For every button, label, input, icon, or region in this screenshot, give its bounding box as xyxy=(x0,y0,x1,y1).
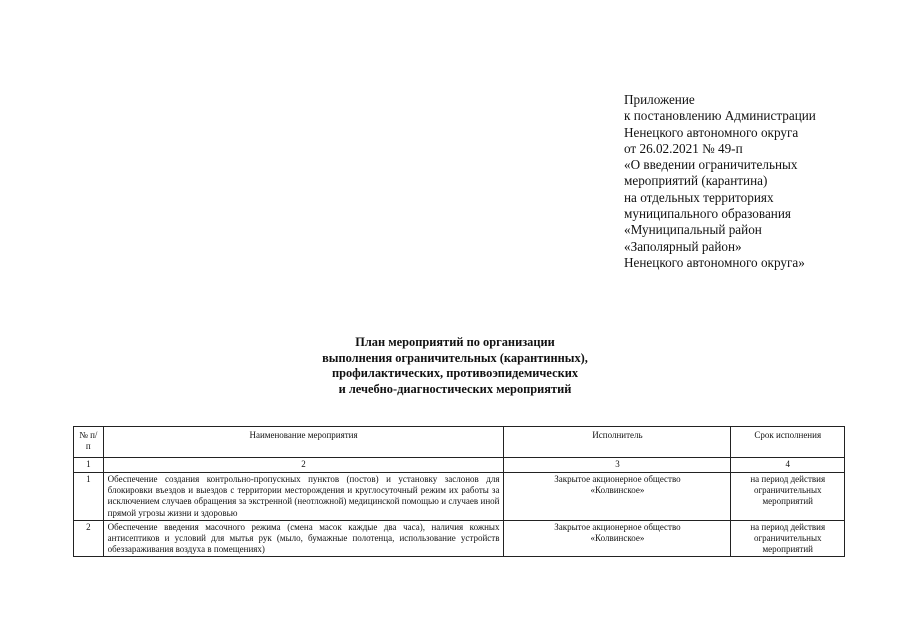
table-row xyxy=(74,520,845,557)
term-line: на период действия xyxy=(750,474,826,484)
term-line: мероприятий xyxy=(762,496,813,507)
executor-line: «Колвинское» xyxy=(590,533,645,544)
executor-line: Закрытое акционерное общество xyxy=(554,474,681,484)
measures-table xyxy=(73,426,845,557)
row-measure-name: Обеспечение создания контрольно-пропускных пунктов (постов) и установку заслонов для блокировки въездов и выездов с территории месторождения и круглосуточный режим их работы за исключением случаев обращения за экстренной (неотложной) медицинской помощью и случаев иной прямой угрозы жизни и здоровью xyxy=(103,473,504,521)
annex-line: на отдельных территориях xyxy=(624,189,774,205)
column-number: 4 xyxy=(731,458,845,473)
header-num: № п/п xyxy=(74,427,104,458)
term-line: на период действия xyxy=(750,521,826,532)
row-measure-name: Обеспечение введения масочного режима (смена масок каждые два часа), наличия кожных антисептиков и условий для мытья рук (мыло, бумажные полотенца, использование устройств обеззараживания воздуха в помещениях) xyxy=(103,520,504,557)
annex-line: «Муниципальный район xyxy=(624,222,762,238)
annex-line: «Заполярный район» xyxy=(624,238,742,254)
column-number: 2 xyxy=(103,458,504,473)
row-executor xyxy=(504,473,731,521)
annex-line: Приложение xyxy=(624,92,695,107)
column-number: 1 xyxy=(74,458,104,473)
plan-title-line: План мероприятий по организации xyxy=(355,335,555,349)
plan-title-line: и лечебно-диагностических мероприятий xyxy=(338,381,572,396)
annex-line: «О введении ограничительных xyxy=(624,157,798,173)
term-line: ограничительных xyxy=(753,485,822,496)
executor-line: Закрытое акционерное общество xyxy=(554,521,681,532)
plan-title xyxy=(250,335,660,397)
plan-title-line: выполнения ограничительных (карантинных), xyxy=(322,350,588,365)
annex-line: от 26.02.2021 № 49-п xyxy=(624,140,743,156)
row-term xyxy=(731,473,845,521)
row-term xyxy=(731,520,845,557)
header-executor: Исполнитель xyxy=(504,427,731,458)
annex-line: муниципального образования xyxy=(624,206,791,222)
annex-line: к постановлению Администрации xyxy=(624,108,816,124)
row-num: 2 xyxy=(74,520,104,557)
annex-line: Ненецкого автономного округа xyxy=(624,124,799,140)
header-term: Срок исполнения xyxy=(731,427,845,458)
term-line: мероприятий xyxy=(762,544,813,555)
header-name: Наименование мероприятия xyxy=(103,427,504,458)
annex-line: мероприятий (карантина) xyxy=(624,173,768,189)
term-line: ограничительных xyxy=(753,533,822,544)
executor-line: «Колвинское» xyxy=(590,485,645,496)
row-num: 1 xyxy=(74,473,104,521)
column-number: 3 xyxy=(504,458,731,473)
row-executor xyxy=(504,520,731,557)
table-row xyxy=(74,473,845,521)
table-header-row xyxy=(74,427,845,458)
annex-line: Ненецкого автономного округа» xyxy=(624,254,805,270)
annex-block xyxy=(624,92,894,271)
plan-title-line: профилактических, противоэпидемических xyxy=(331,366,579,381)
column-number-row xyxy=(74,458,845,473)
